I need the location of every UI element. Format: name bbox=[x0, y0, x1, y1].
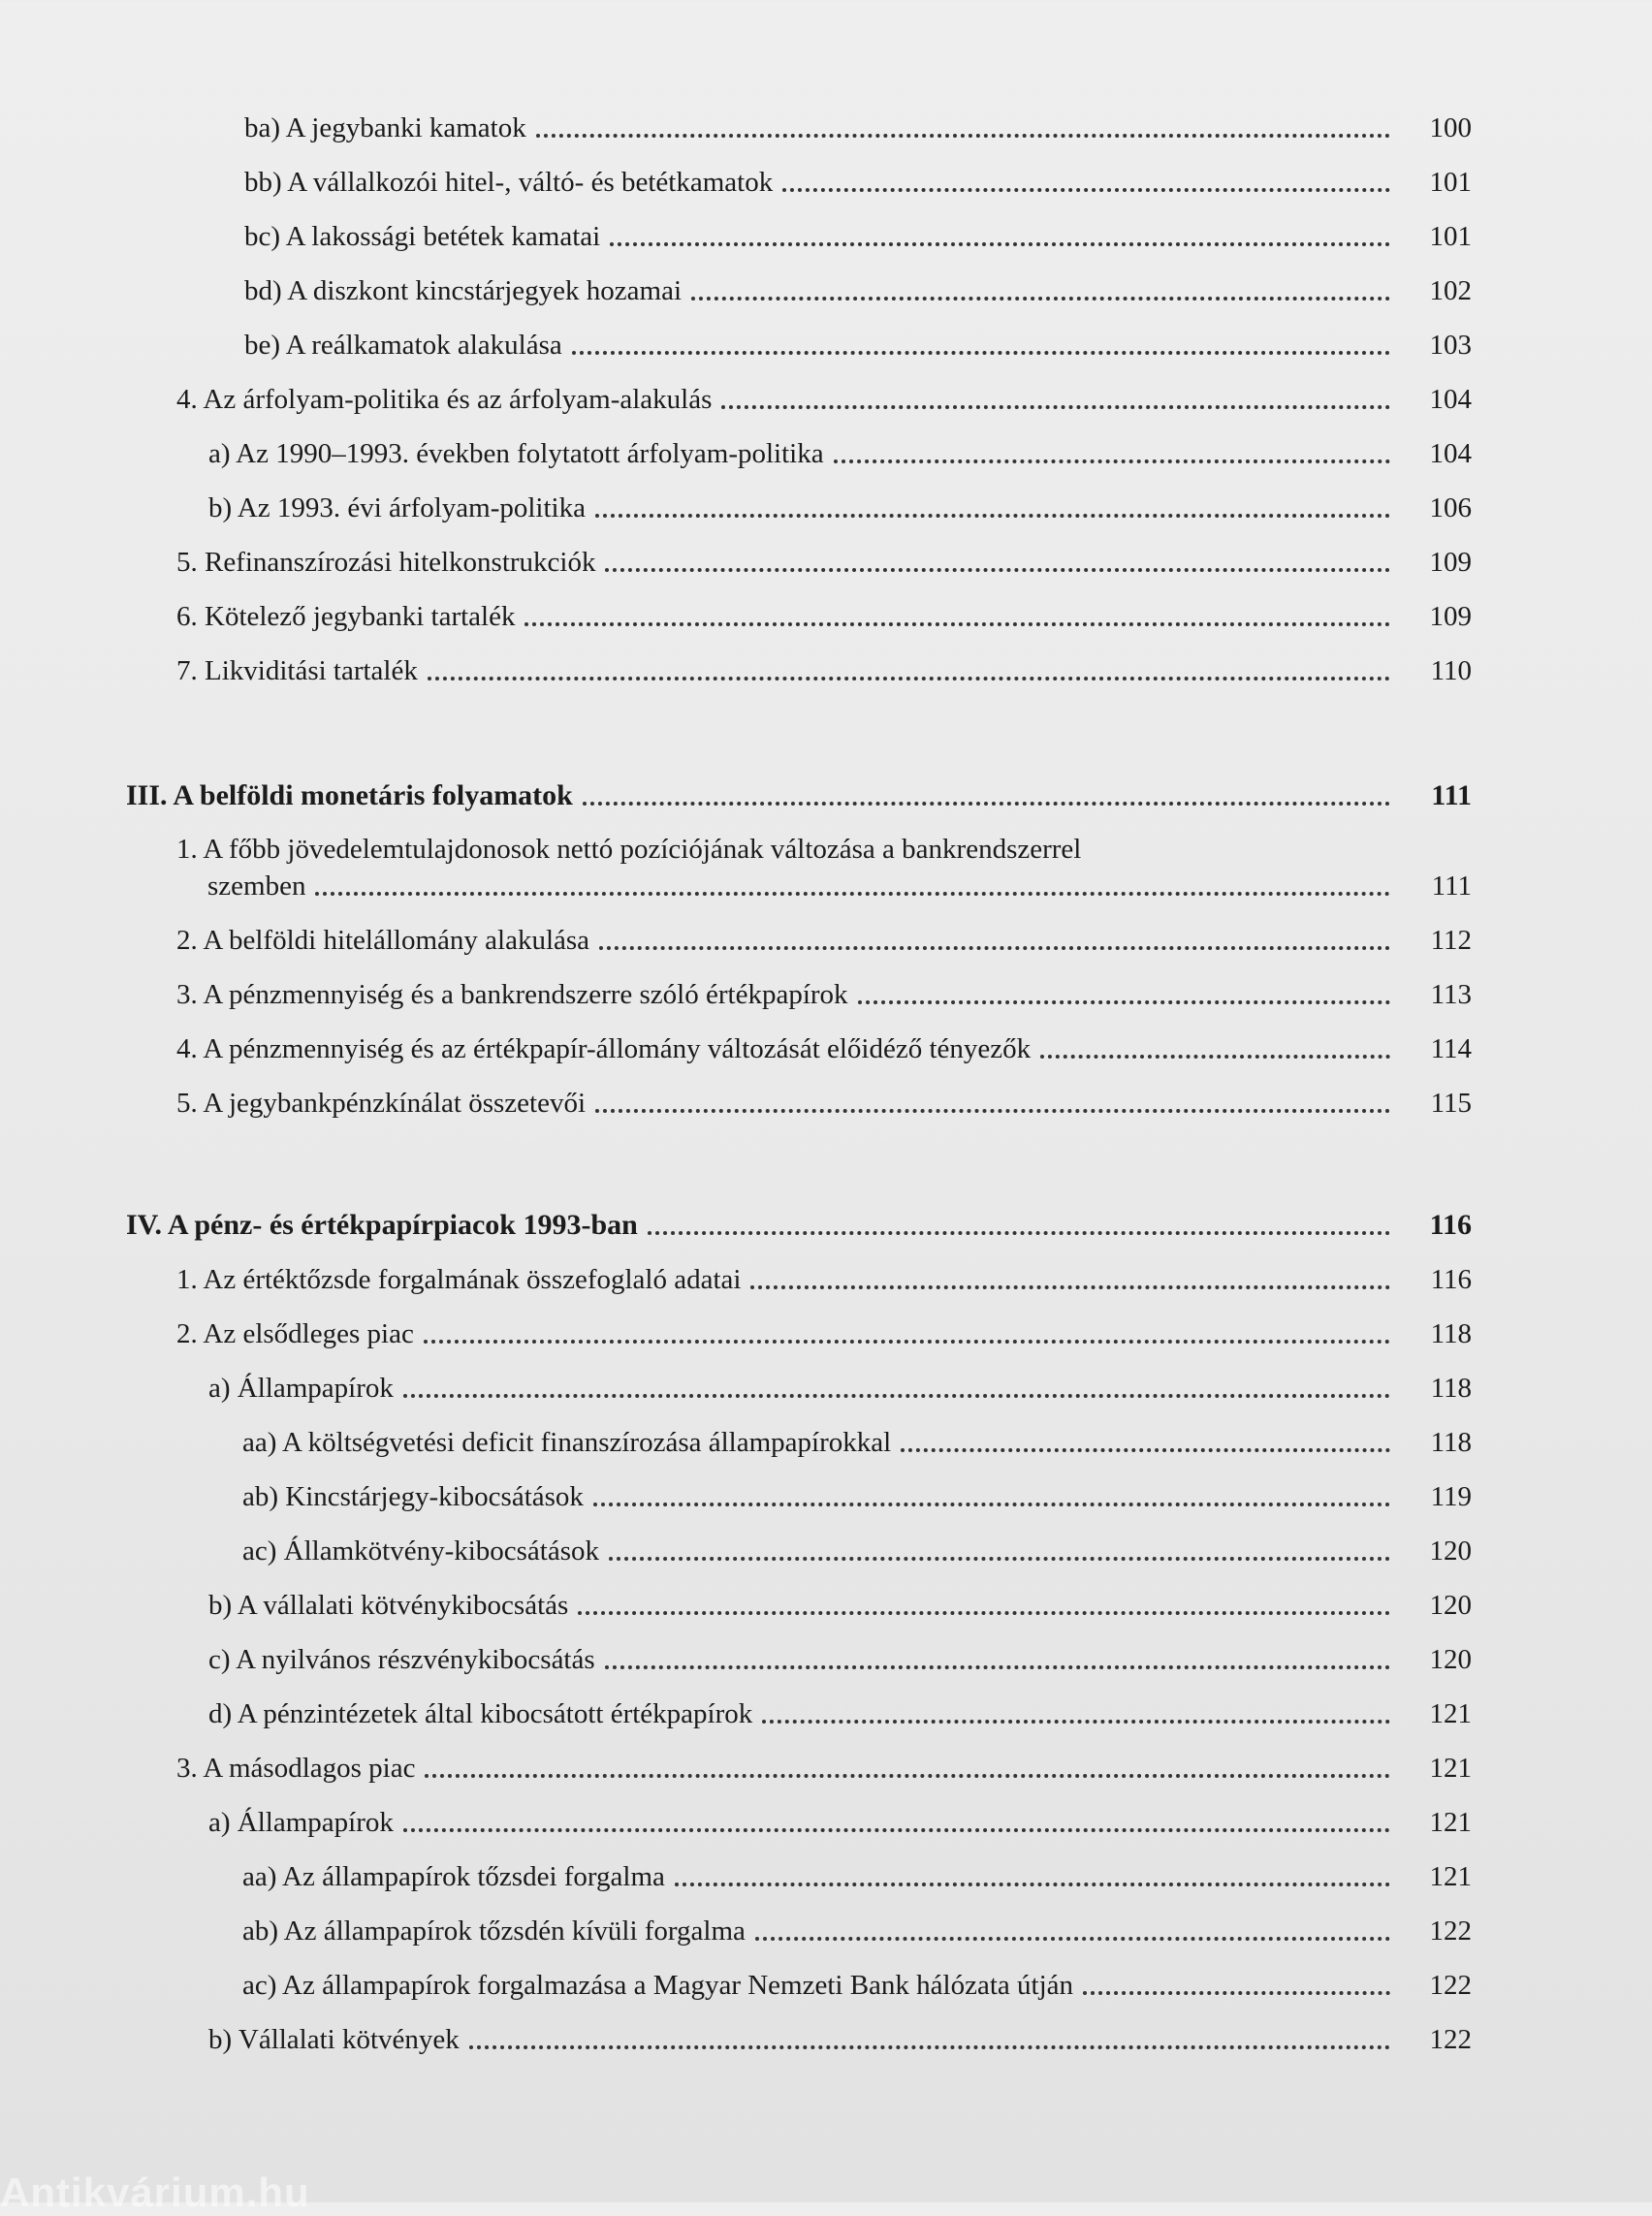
toc-entry bbox=[176, 1309, 1472, 1351]
toc-entry-title: 4. Az árfolyam-politika és az árfolyam-alakulás bbox=[176, 384, 713, 415]
toc-entry-page: 104 bbox=[1429, 384, 1472, 415]
toc-entry-title: 2. Az elsődleges piac bbox=[176, 1318, 414, 1349]
toc-entry-title: 5. A jegybankpénzkínálat összetevői bbox=[176, 1088, 587, 1119]
dot-leader bbox=[578, 1611, 1390, 1615]
toc-entry bbox=[176, 1743, 1472, 1786]
toc-entry-title: b) Az 1993. évi árfolyam-politika bbox=[208, 492, 586, 523]
dot-leader bbox=[424, 1340, 1390, 1344]
toc-entry bbox=[208, 1580, 1472, 1623]
dot-leader bbox=[605, 568, 1390, 572]
dot-leader bbox=[721, 405, 1390, 409]
dot-leader bbox=[605, 1665, 1390, 1669]
toc-entry-title: 3. A másodlagos piac bbox=[176, 1753, 416, 1784]
toc-entry bbox=[176, 969, 1472, 1012]
toc-entry-page: 122 bbox=[1429, 1970, 1472, 2001]
toc-entry-page: 119 bbox=[1430, 1481, 1472, 1512]
dot-leader bbox=[403, 1828, 1390, 1832]
toc-entry bbox=[242, 1960, 1472, 2003]
dot-leader bbox=[524, 622, 1390, 626]
toc-entry-page: 101 bbox=[1429, 167, 1472, 198]
toc-entry bbox=[242, 1852, 1472, 1894]
toc-entry bbox=[244, 320, 1472, 363]
dot-leader bbox=[595, 1109, 1390, 1113]
toc-entry-title: III. A belföldi monetáris folyamatok bbox=[126, 779, 573, 811]
toc-entry bbox=[176, 591, 1472, 634]
toc-entry-title: bc) A lakossági betétek kamatai bbox=[244, 221, 601, 252]
toc-entry bbox=[244, 211, 1472, 254]
dot-leader bbox=[782, 188, 1390, 192]
dot-leader bbox=[648, 1231, 1390, 1235]
toc-entry bbox=[244, 266, 1472, 308]
toc-entry-page: 100 bbox=[1429, 112, 1472, 143]
toc-entry-title: aa) A költségvetési deficit finanszírozása állampapírokkal bbox=[242, 1427, 892, 1458]
toc-entry-title: b) Vállalati kötvények bbox=[208, 2024, 460, 2055]
toc-entry-page: 109 bbox=[1429, 547, 1472, 578]
dot-leader bbox=[610, 242, 1390, 246]
dot-leader bbox=[1040, 1055, 1390, 1059]
dot-leader bbox=[595, 514, 1390, 518]
toc-entry-page: 111 bbox=[1431, 779, 1472, 811]
toc-entry-title: 3. A pénzmennyiség és a bankrendszerre szóló értékpapírok bbox=[176, 979, 848, 1010]
toc-entry-page: 110 bbox=[1430, 655, 1472, 686]
dot-leader bbox=[901, 1448, 1390, 1452]
toc-entry-title: 6. Kötelező jegybanki tartalék bbox=[176, 601, 516, 632]
toc-entry-page: 118 bbox=[1430, 1373, 1472, 1404]
toc-entry-title: ac) Az állampapírok forgalmazása a Magyar Nemzeti Bank hálózata útján bbox=[242, 1970, 1074, 2001]
toc-entry-title: 4. A pénzmennyiség és az értékpapír-állomány változását előidéző tényezők bbox=[176, 1033, 1032, 1064]
toc-entry bbox=[207, 861, 1472, 903]
toc-entry-title: 1. Az értéktőzsde forgalmának összefoglaló adatai bbox=[176, 1264, 742, 1295]
toc-entry-page: 118 bbox=[1430, 1318, 1472, 1349]
dot-leader bbox=[593, 1503, 1390, 1506]
toc-entry-page: 101 bbox=[1429, 221, 1472, 252]
dot-leader bbox=[536, 134, 1390, 138]
toc-entry bbox=[208, 1363, 1472, 1406]
toc-entry-title: d) A pénzintézetek által kibocsátott értékpapírok bbox=[208, 1698, 753, 1729]
toc-entry bbox=[176, 537, 1472, 580]
toc-entry bbox=[242, 1417, 1472, 1460]
toc-entry-title: 7. Likviditási tartalék bbox=[176, 655, 418, 686]
dot-leader bbox=[762, 1720, 1390, 1724]
toc-entry bbox=[208, 2014, 1472, 2057]
toc-entry-title: be) A reálkamatok alakulása bbox=[244, 330, 562, 361]
toc-entry-title: 1. A főbb jövedelemtulajdonosok nettó pozíciójának változása a bankrendszerrel bbox=[176, 834, 1082, 865]
dot-leader bbox=[599, 946, 1390, 950]
toc-entry-page: 116 bbox=[1429, 1209, 1472, 1241]
toc-entry-page: 114 bbox=[1430, 1033, 1472, 1064]
toc-entry bbox=[208, 1689, 1472, 1731]
toc-entry-title: 5. Refinanszírozási hitelkonstrukciók bbox=[176, 547, 596, 578]
toc-entry-page: 122 bbox=[1429, 1915, 1472, 1947]
toc-entry bbox=[242, 1906, 1472, 1948]
toc-entry bbox=[176, 915, 1472, 958]
dot-leader bbox=[858, 1000, 1390, 1004]
dot-leader bbox=[675, 1883, 1390, 1886]
dot-leader bbox=[691, 297, 1390, 301]
dot-leader bbox=[403, 1394, 1390, 1398]
toc-entry bbox=[244, 103, 1472, 145]
toc-entry-title: c) A nyilvános részvénykibocsátás bbox=[208, 1644, 595, 1675]
toc-entry-title: IV. A pénz- és értékpapírpiacok 1993-ban bbox=[126, 1209, 638, 1241]
toc-entry-title: ac) Államkötvény-kibocsátások bbox=[242, 1535, 600, 1567]
toc-entry-title: b) A vállalati kötvénykibocsátás bbox=[208, 1590, 569, 1621]
dot-leader bbox=[750, 1285, 1390, 1289]
toc-entry-page: 102 bbox=[1429, 275, 1472, 306]
toc-entry-continuation: szemben bbox=[207, 871, 306, 902]
toc-entry-page: 120 bbox=[1429, 1590, 1472, 1621]
dot-leader bbox=[572, 351, 1390, 355]
dot-leader bbox=[834, 459, 1390, 463]
toc-entry-title: a) Állampapírok bbox=[208, 1373, 394, 1404]
toc-entry bbox=[208, 1634, 1472, 1677]
toc-section-heading bbox=[126, 1200, 1472, 1243]
toc-entry-page: 121 bbox=[1429, 1861, 1472, 1892]
toc-entry-title: a) Az 1990–1993. években folytatott árfolyam-politika bbox=[208, 438, 824, 469]
toc-entry-page: 121 bbox=[1429, 1698, 1472, 1729]
toc-entry-page: 120 bbox=[1429, 1535, 1472, 1567]
toc-entry-page: 116 bbox=[1430, 1264, 1472, 1295]
dot-leader bbox=[583, 802, 1390, 806]
toc-entry-title: ba) A jegybanki kamatok bbox=[244, 112, 526, 143]
toc-entry bbox=[176, 1254, 1472, 1297]
toc-entry bbox=[176, 1078, 1472, 1121]
watermark: Antikvárium.hu bbox=[0, 2169, 310, 2215]
toc-entry-page: 112 bbox=[1430, 925, 1472, 956]
dot-leader bbox=[755, 1937, 1390, 1941]
toc-entry-page: 121 bbox=[1429, 1807, 1472, 1838]
toc-entry-title: bb) A vállalkozói hitel-, váltó- és betétkamatok bbox=[244, 167, 774, 198]
toc-entry-page: 121 bbox=[1429, 1753, 1472, 1784]
toc-entry bbox=[242, 1526, 1472, 1568]
toc-entry-page: 122 bbox=[1429, 2024, 1472, 2055]
toc-entry-title: a) Állampapírok bbox=[208, 1807, 394, 1838]
toc-entry-page: 113 bbox=[1430, 979, 1472, 1010]
toc-entry-title: ab) Kincstárjegy-kibocsátások bbox=[242, 1481, 584, 1512]
dot-leader bbox=[428, 677, 1390, 681]
toc-entry bbox=[242, 1472, 1472, 1514]
toc-entry-page: 109 bbox=[1429, 601, 1472, 632]
toc-entry-page: 104 bbox=[1429, 438, 1472, 469]
dot-leader bbox=[425, 1774, 1390, 1778]
toc-entry-title: ab) Az állampapírok tőzsdén kívüli forgalma bbox=[242, 1915, 746, 1947]
toc-entry bbox=[208, 428, 1472, 471]
toc-section-heading bbox=[126, 771, 1472, 813]
toc-entry bbox=[176, 646, 1472, 688]
dot-leader bbox=[469, 2045, 1390, 2049]
dot-leader bbox=[315, 892, 1390, 896]
toc-entry-title: bd) A diszkont kincstárjegyek hozamai bbox=[244, 275, 683, 306]
toc-entry bbox=[208, 483, 1472, 525]
toc-entry-page: 111 bbox=[1431, 871, 1472, 902]
toc-entry-page: 118 bbox=[1430, 1427, 1472, 1458]
dot-leader bbox=[1083, 1991, 1390, 1995]
toc-entry-page: 115 bbox=[1430, 1088, 1472, 1119]
toc-entry-title: 2. A belföldi hitelállomány alakulása bbox=[176, 925, 590, 956]
toc-entry-title: aa) Az állampapírok tőzsdei forgalma bbox=[242, 1861, 665, 1892]
toc-entry bbox=[176, 374, 1472, 417]
toc-entry bbox=[244, 157, 1472, 200]
toc-entry-page: 103 bbox=[1429, 330, 1472, 361]
dot-leader bbox=[609, 1557, 1390, 1561]
toc-entry bbox=[208, 1797, 1472, 1840]
toc-entry bbox=[176, 1024, 1472, 1066]
toc-entry-page: 120 bbox=[1429, 1644, 1472, 1675]
toc-entry-page: 106 bbox=[1429, 492, 1472, 523]
